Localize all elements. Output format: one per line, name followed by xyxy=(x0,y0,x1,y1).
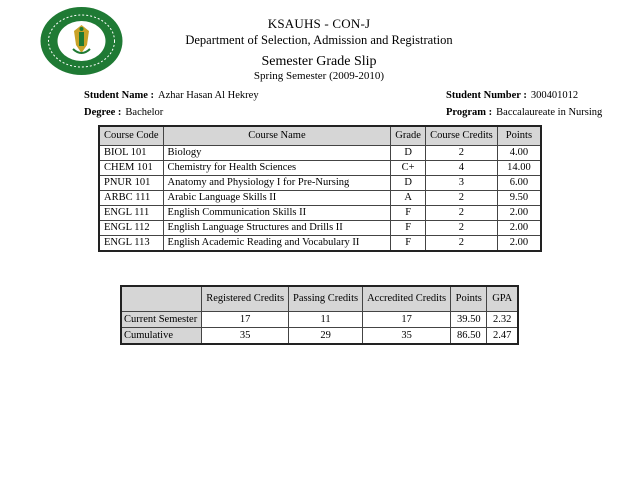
course-name: English Academic Reading and Vocabulary II xyxy=(163,236,391,252)
course-credits: 2 xyxy=(425,221,497,236)
program-value: Baccalaureate in Nursing xyxy=(496,107,603,118)
course-name: Arabic Language Skills II xyxy=(163,191,391,206)
course-credits: 2 xyxy=(425,146,497,161)
header-points: Points xyxy=(497,126,541,146)
header-course-name: Course Name xyxy=(163,126,391,146)
summary-header-row xyxy=(121,286,518,312)
course-code: ARBC 111 xyxy=(99,191,163,206)
student-name-value: Azhar Hasan Al Hekrey xyxy=(158,90,259,101)
degree-row xyxy=(84,107,163,118)
header-gpa: GPA xyxy=(487,286,518,312)
semester-subtitle: Spring Semester (2009-2010) xyxy=(253,70,385,82)
course-credits: 2 xyxy=(425,206,497,221)
table-row xyxy=(99,221,541,236)
course-name: Chemistry for Health Sciences xyxy=(163,161,391,176)
header-course-code: Course Code xyxy=(99,126,163,146)
header-grade: Grade xyxy=(391,126,426,146)
course-code: ENGL 111 xyxy=(99,206,163,221)
course-grade: F xyxy=(391,206,426,221)
page-title: Semester Grade Slip xyxy=(261,54,377,69)
course-points: 14.00 xyxy=(497,161,541,176)
course-credits: 4 xyxy=(425,161,497,176)
course-points: 4.00 xyxy=(497,146,541,161)
student-number-value: 300401012 xyxy=(530,90,579,101)
course-code: ENGL 113 xyxy=(99,236,163,252)
registered-credits: 17 xyxy=(202,312,289,328)
course-grade: C+ xyxy=(391,161,426,176)
program-label: Program : xyxy=(446,107,493,118)
table-row xyxy=(99,206,541,221)
table-row xyxy=(99,161,541,176)
course-code: PNUR 101 xyxy=(99,176,163,191)
student-number-label: Student Number : xyxy=(446,90,527,101)
student-name-row xyxy=(84,90,259,101)
table-row xyxy=(99,176,541,191)
program-row xyxy=(446,107,602,118)
row-label: Cumulative xyxy=(121,328,202,345)
gpa-value: 2.32 xyxy=(487,312,518,328)
department-title: Department of Selection, Admission and Registration xyxy=(185,33,453,47)
course-code: BIOL 101 xyxy=(99,146,163,161)
course-grade: F xyxy=(391,236,426,252)
course-name: Anatomy and Physiology I for Pre-Nursing xyxy=(163,176,391,191)
registered-credits: 35 xyxy=(202,328,289,345)
gpa-summary-table xyxy=(120,285,519,345)
header-summary-points: Points xyxy=(451,286,487,312)
header-course-credits: Course Credits xyxy=(425,126,497,146)
course-name: English Language Structures and Drills II xyxy=(163,221,391,236)
accredited-credits: 17 xyxy=(363,312,451,328)
summary-header-blank xyxy=(121,286,202,312)
gpa-value: 2.47 xyxy=(487,328,518,345)
row-label: Current Semester xyxy=(121,312,202,328)
accredited-credits: 35 xyxy=(363,328,451,345)
courses-header-row xyxy=(99,126,541,146)
header-passing-credits: Passing Credits xyxy=(289,286,363,312)
course-credits: 2 xyxy=(425,191,497,206)
student-number-row xyxy=(446,90,578,101)
course-points: 2.00 xyxy=(497,221,541,236)
student-name-label: Student Name : xyxy=(84,90,154,101)
passing-credits: 29 xyxy=(289,328,363,345)
courses-table xyxy=(98,125,542,252)
passing-credits: 11 xyxy=(289,312,363,328)
course-grade: D xyxy=(391,146,426,161)
degree-label: Degree : xyxy=(84,107,122,118)
summary-points: 39.50 xyxy=(451,312,487,328)
summary-row-current-semester xyxy=(121,312,518,328)
summary-row-cumulative xyxy=(121,328,518,345)
header-registered-credits: Registered Credits xyxy=(202,286,289,312)
degree-value: Bachelor xyxy=(125,107,164,118)
header-accredited-credits: Accredited Credits xyxy=(363,286,451,312)
summary-points: 86.50 xyxy=(451,328,487,345)
course-credits: 2 xyxy=(425,236,497,252)
course-points: 6.00 xyxy=(497,176,541,191)
course-grade: F xyxy=(391,221,426,236)
course-grade: A xyxy=(391,191,426,206)
course-name: English Communication Skills II xyxy=(163,206,391,221)
course-grade: D xyxy=(391,176,426,191)
course-credits: 3 xyxy=(425,176,497,191)
table-row xyxy=(99,191,541,206)
institution-title: KSAUHS - CON-J xyxy=(267,16,371,31)
table-row xyxy=(99,236,541,252)
course-points: 9.50 xyxy=(497,191,541,206)
course-name: Biology xyxy=(163,146,391,161)
course-code: CHEM 101 xyxy=(99,161,163,176)
course-points: 2.00 xyxy=(497,206,541,221)
course-code: ENGL 112 xyxy=(99,221,163,236)
table-row xyxy=(99,146,541,161)
course-points: 2.00 xyxy=(497,236,541,252)
